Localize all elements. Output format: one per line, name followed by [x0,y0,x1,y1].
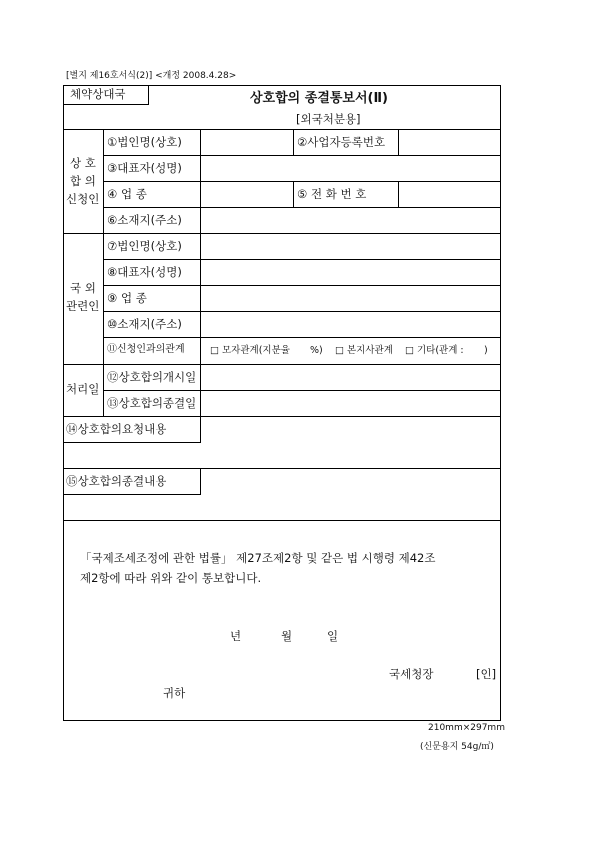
applicant-representative-field[interactable] [200,155,499,181]
date-month-label: 월 [281,629,293,643]
applicant-business-type-field[interactable] [200,181,293,207]
foreign-section-label-1: 국 외 [70,281,96,295]
foreign-corp-name-label: ⑦법인명(상호) [107,239,182,253]
applicant-corp-name-field[interactable] [200,129,293,155]
foreign-address-label: ⑩소재지(주소) [107,317,182,331]
date-day-label: 일 [327,629,339,643]
relation-parent-checkbox[interactable]: □ 모자관계(지분율 [210,345,290,356]
applicant-section-label-1: 상 호 [70,156,96,170]
foreign-business-type-field[interactable] [200,285,499,311]
seal-label: [인] [476,667,497,681]
applicant-corp-name-label: ①법인명(상호) [107,135,182,149]
end-date-field[interactable] [200,390,499,416]
applicant-section-label-2: 합 의 [70,174,96,188]
foreign-corp-name-field[interactable] [200,233,499,259]
applicant-biz-reg-label: ②사업자등록번호 [297,135,386,149]
foreign-representative-label: ⑧대표자(성명) [107,265,182,279]
foreign-relation-label: ⑪신청인과의관계 [107,344,185,355]
applicant-section-label-3: 신청인 [66,192,100,206]
applicant-phone-label: ⑤ 전 화 번 호 [297,187,367,201]
recipient-suffix: 귀하 [163,686,186,700]
applicant-biz-reg-field[interactable] [398,129,499,155]
foreign-section-label-2: 관련인 [66,299,100,313]
form-title: 상호합의 종결통보서(Ⅱ) [250,91,388,106]
applicant-representative-label: ③대표자(성명) [107,161,182,175]
notice-text-line-2: 제2항에 따라 위와 같이 통보합니다. [80,571,262,585]
signer-label: 국세청장 [389,667,434,681]
request-content-field[interactable] [64,443,499,468]
processing-section-label: 처리일 [66,382,100,396]
applicant-address-field[interactable] [200,207,499,233]
request-content-label: ⑭상호합의요청내용 [66,422,167,436]
start-date-field[interactable] [200,364,499,390]
foreign-business-type-label: ⑨ 업 종 [107,291,147,305]
applicant-business-type-label: ④ 업 종 [107,187,147,201]
form-reference: [별지 제16호서식(2)] <개정 2008.4.28> [66,71,237,81]
relation-other-close: ) [484,345,488,356]
paper-size: 210mm×297mm [428,723,505,733]
applicant-address-label: ⑥소재지(주소) [107,213,182,227]
start-date-label: ⑫상호합의개시일 [107,370,197,384]
foreign-address-field[interactable] [200,311,499,337]
paper-spec: (신문용지 54g/㎡) [420,742,494,752]
end-date-label: ⑬상호합의종결일 [107,396,197,410]
relation-percent-label: %) [310,345,323,356]
form-subtitle: [외국처분용] [296,112,361,126]
conclusion-content-label: ⑮상호합의종결내용 [66,474,167,488]
relation-other-checkbox[interactable]: □ 기타(관계 : [405,345,464,356]
conclusion-content-field[interactable] [64,495,499,520]
relation-branch-checkbox[interactable]: □ 본지사관계 [335,345,393,356]
date-year-label: 년 [230,629,242,643]
applicant-phone-field[interactable] [398,181,499,207]
treaty-country-label: 체약상대국 [70,87,126,101]
foreign-representative-field[interactable] [200,259,499,285]
notice-text-line-1: 「국제조세조정에 관한 법률」 제27조제2항 및 같은 법 시행령 제42조 [80,551,436,565]
